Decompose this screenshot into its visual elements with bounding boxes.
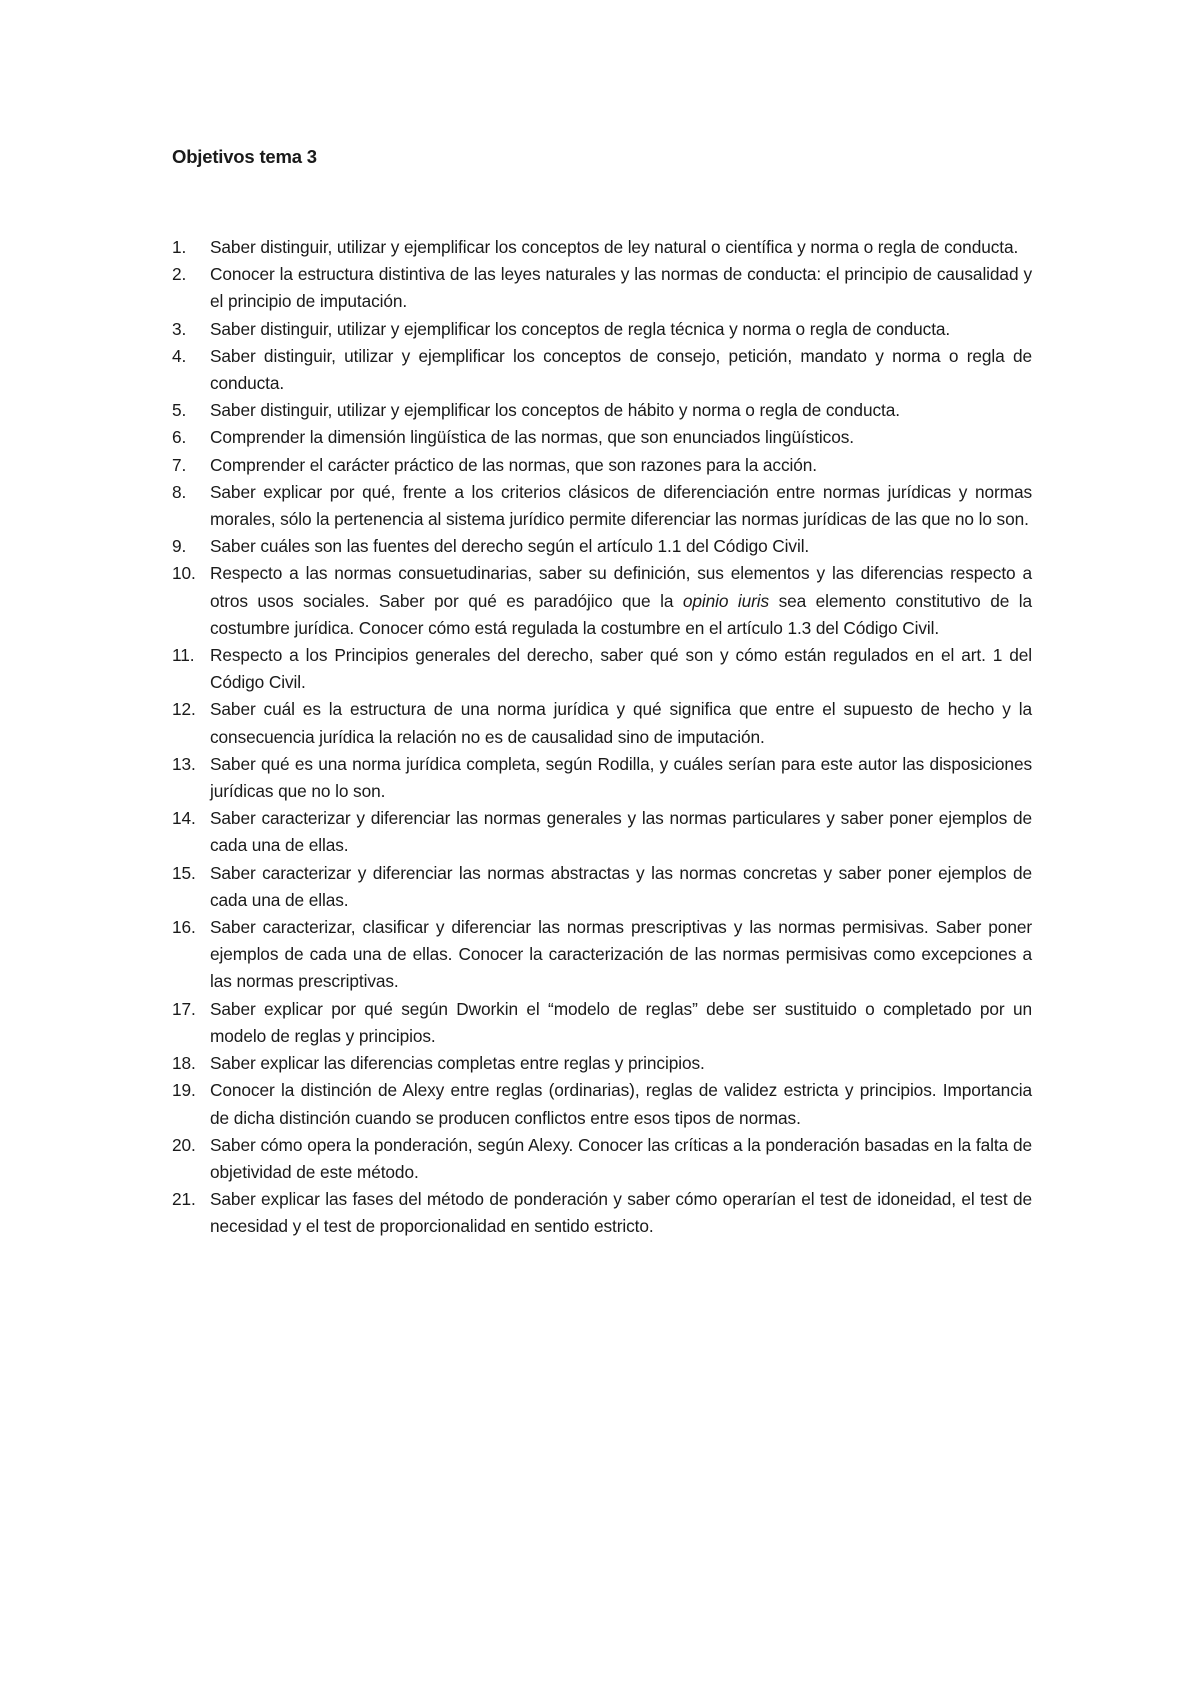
- item-text: Comprender el carácter práctico de las normas, que son razones para la acción.: [210, 454, 817, 475]
- list-item: [172, 996, 1032, 1050]
- list-item: [172, 424, 1032, 451]
- item-text: Saber cuál es la estructura de una norma jurídica y qué significa que entre el supuesto de hecho y la consecuencia jurídica la relación no es de causalidad sino de imputación.: [210, 699, 1032, 747]
- item-text: Saber explicar las fases del método de ponderación y saber cómo operarían el test de idoneidad, el test de necesidad y el test de proporcionalidad en sentido estricto.: [210, 1189, 1032, 1237]
- list-item: [172, 914, 1032, 996]
- item-number: 11.: [172, 645, 195, 666]
- italic-term: opinio iuris: [682, 590, 770, 611]
- list-item: [172, 261, 1032, 315]
- list-item: [172, 479, 1032, 533]
- item-text: Respecto a los Principios generales del derecho, saber qué son y cómo están regulados en el art. 1 del Código Civil.: [210, 645, 1032, 693]
- list-item: [172, 1186, 1032, 1240]
- item-number: 18.: [172, 1053, 196, 1074]
- item-number: 21.: [172, 1189, 196, 1210]
- item-number: 5.: [172, 400, 187, 421]
- item-number: 19.: [172, 1080, 196, 1101]
- item-text: Saber distinguir, utilizar y ejemplificar los conceptos de consejo, petición, mandato y norma o regla de conducta.: [210, 345, 1032, 394]
- item-number: 16.: [172, 917, 196, 938]
- item-text: Saber cómo opera la ponderación, según Alexy. Conocer las críticas a la ponderación basadas en la falta de objetividad de este método.: [210, 1134, 1032, 1182]
- item-text: Saber cuáles son las fuentes del derecho según el artículo 1.1 del Código Civil.: [210, 536, 810, 557]
- item-text: Saber explicar las diferencias completas entre reglas y principios.: [210, 1053, 705, 1074]
- item-text: Saber distinguir, utilizar y ejemplificar los conceptos de regla técnica y norma o regla de conducta.: [210, 318, 951, 339]
- item-number: 17.: [172, 998, 196, 1019]
- item-number: 9.: [172, 536, 187, 557]
- item-text-part: sea elemento constitutivo de la costumbre jurídica. Conocer cómo está regulada la costumbre en el artículo 1.3 del Código Civil.: [210, 590, 1032, 638]
- item-text: Saber explicar por qué según Dworkin el “modelo de reglas” debe ser sustituido o completado por un modelo de reglas y principios.: [210, 998, 1032, 1046]
- list-item: [172, 642, 1032, 696]
- item-text: Saber caracterizar, clasificar y diferenciar las normas prescriptivas y las normas permisivas. Saber poner ejemplos de cada una de ellas. Conocer la caracterización de las normas permisivas como excepciones a las normas prescriptivas.: [210, 917, 1032, 992]
- item-text: Saber distinguir, utilizar y ejemplificar los conceptos de hábito y norma o regla de conducta.: [210, 400, 900, 421]
- item-number: 10.: [172, 563, 196, 584]
- list-item: [172, 343, 1032, 397]
- item-number: 20.: [172, 1134, 196, 1155]
- item-number: 3.: [172, 318, 187, 339]
- list-item: [172, 1050, 1032, 1077]
- list-item: [172, 234, 1032, 261]
- list-item: [172, 316, 1032, 343]
- item-number: 15.: [172, 862, 196, 883]
- item-number: 1.: [172, 237, 187, 257]
- item-text: Saber explicar por qué, frente a los criterios clásicos de diferenciación entre normas jurídicas y normas morales, sólo la pertenencia al sistema jurídico permite diferenciar las normas jurídicas de las que no lo son.: [210, 481, 1032, 530]
- item-text: Conocer la distinción de Alexy entre reglas (ordinarias), reglas de validez estricta y principios. Importancia de dicha distinción cuando se producen conflictos entre esos tipos de normas.: [210, 1080, 1032, 1128]
- item-text: Saber caracterizar y diferenciar las normas generales y las normas particulares y saber poner ejemplos de cada una de ellas.: [210, 808, 1032, 856]
- list-item: [172, 533, 1032, 560]
- list-item: [172, 1077, 1032, 1131]
- item-number: 12.: [172, 699, 196, 720]
- item-number: 8.: [172, 481, 187, 502]
- list-item: [172, 397, 1032, 424]
- item-text: Saber caracterizar y diferenciar las normas abstractas y las normas concretas y saber poner ejemplos de cada una de ellas.: [210, 862, 1032, 910]
- item-number: 13.: [172, 753, 196, 774]
- item-number: 2.: [172, 264, 187, 285]
- list-item: [172, 560, 1032, 642]
- item-text: [210, 563, 1032, 637]
- objectives-list: [172, 234, 1032, 1241]
- item-text-part: Respecto a las normas consuetudinarias, saber su definición, sus elementos y las diferencias respecto a otros usos sociales. Saber por qué es paradójico que la: [210, 563, 1032, 611]
- item-text: Saber qué es una norma jurídica completa, según Rodilla, y cuáles serían para este autor las disposiciones jurídicas que no lo son.: [210, 753, 1032, 802]
- list-item: [172, 1132, 1032, 1186]
- item-text: Comprender la dimensión lingüística de las normas, que son enunciados lingüísticos.: [210, 427, 854, 448]
- list-item: [172, 751, 1032, 805]
- document-title: Objetivos tema 3: [172, 146, 317, 167]
- list-item: [172, 696, 1032, 750]
- item-number: 6.: [172, 427, 187, 448]
- item-number: 4.: [172, 345, 187, 366]
- list-item: [172, 860, 1032, 914]
- item-text: Conocer la estructura distintiva de las leyes naturales y las normas de conducta: el principio de causalidad y el principio de imputación.: [210, 264, 1032, 312]
- item-text: Saber distinguir, utilizar y ejemplificar los conceptos de ley natural o científica y norma o regla de conducta.: [210, 237, 1019, 257]
- item-number: 14.: [172, 808, 196, 829]
- list-item: [172, 452, 1032, 479]
- item-number: 7.: [172, 454, 187, 475]
- list-item: [172, 805, 1032, 859]
